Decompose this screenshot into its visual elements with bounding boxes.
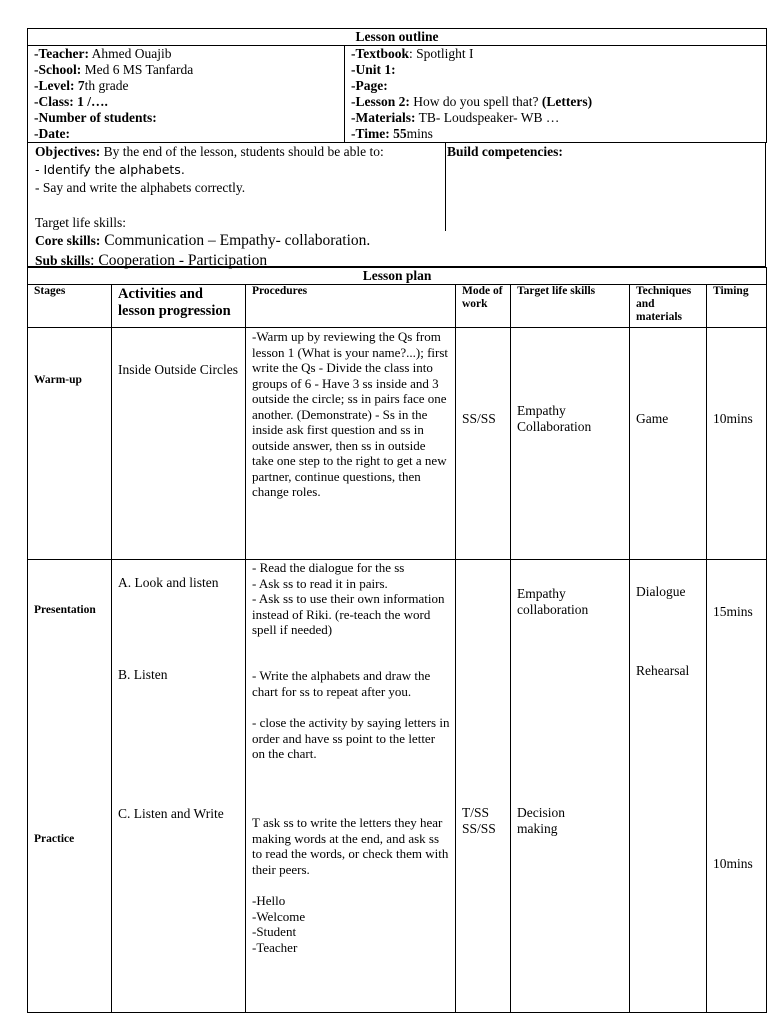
sub-skills-label: Sub skills <box>35 253 91 268</box>
timing-column <box>707 560 767 1013</box>
textbook-value: : Spotlight I <box>409 46 474 61</box>
objectives-left <box>35 143 440 196</box>
presentation-target-1: Empathy <box>517 586 566 601</box>
page-label: -Page: <box>351 78 388 93</box>
level-value: th grade <box>84 78 129 93</box>
lesson-plan-table <box>27 267 767 1013</box>
procedure-b1: - Write the alphabets and draw the chart for ss to repeat after you. <box>252 668 431 699</box>
time-label: -Time: 55 <box>351 126 407 141</box>
procedure-c: T ask ss to write the letters they hear making words at the end, and ask ss to read the words, or check them with their peers. <box>252 815 449 877</box>
header-stages: Stages <box>28 285 112 328</box>
practice-mode-2: SS/SS <box>462 821 496 836</box>
lesson-plan-title: Lesson plan <box>28 268 767 285</box>
school-label: -School: <box>34 62 82 77</box>
materials-value: TB- Loudspeaker- WB … <box>415 110 560 125</box>
presentation-stage: Presentation <box>34 604 96 616</box>
presentation-timing: 15mins <box>713 604 753 619</box>
school-value: Med 6 MS Tanfarda <box>81 62 194 77</box>
textbook-label: -Textbook <box>351 46 410 61</box>
build-competencies: Build competencies: <box>447 144 563 159</box>
lesson-bold: (Letters) <box>541 94 593 109</box>
lesson-label: -Lesson 2: <box>351 94 410 109</box>
teacher-value: Ahmed Ouajib <box>88 46 172 61</box>
students-label: -Number of students: <box>34 110 157 125</box>
practice-target-1: Decision <box>517 805 565 820</box>
sub-skills-value: : Cooperation - Participation <box>90 252 268 269</box>
unit-label: -Unit 1: <box>351 62 396 77</box>
lesson-document <box>27 28 766 1013</box>
lesson-value: How do you spell that? <box>409 94 542 109</box>
outline-left <box>28 46 345 143</box>
target-column <box>511 560 630 1013</box>
activity-look-listen: A. Look and listen <box>118 575 219 590</box>
time-unit: mins <box>406 126 433 141</box>
warmup-activity: Inside Outside Circles <box>112 328 246 560</box>
activity-column <box>112 560 246 1013</box>
procedure-b2: - close the activity by saying letters in order and have ss point to the letter on the chart. <box>252 715 450 761</box>
life-skills <box>35 214 755 271</box>
procedure-column <box>246 560 456 1013</box>
practice-word-4: -Teacher <box>252 939 298 955</box>
practice-target-2: making <box>517 821 558 836</box>
procedure-a1: - Read the dialogue for the ss <box>252 560 405 575</box>
core-skills-label: Core skills: <box>35 233 101 248</box>
level-number: 7 <box>74 78 85 93</box>
level-label: -Level: <box>34 78 75 93</box>
warmup-target: Empathy Collaboration <box>511 328 630 560</box>
warmup-timing: 10mins <box>707 328 767 560</box>
header-target: Target life skills <box>511 285 630 328</box>
header-timing: Timing <box>707 285 767 328</box>
practice-timing: 10mins <box>713 856 753 871</box>
header-mode: Mode of work <box>456 285 511 328</box>
objectives-label: Objectives: <box>35 144 101 159</box>
core-skills-value: Communication – Empathy- collaboration. <box>100 232 371 249</box>
activity-listen: B. Listen <box>118 667 168 682</box>
practice-stage: Practice <box>34 833 75 845</box>
warmup-procedure: -Warm up by reviewing the Qs from lesson 1 (What is your name?...); first write the Qs - Divide the class into groups of 6 - Have 3 ss inside and 3 outside the circle; ss in pairs face one another. (Demonstrate) - Ss in the inside ask first question and ss in outside answer, then ss in outside take one step to the right to get a new partner, continue questions, then change roles. <box>246 328 456 560</box>
warmup-technique: Game <box>630 328 707 560</box>
date-label: -Date: <box>34 126 70 141</box>
objectives-text: By the end of the lesson, students should be able to: <box>100 144 384 159</box>
materials-label: -Materials: <box>351 110 416 125</box>
outline-table <box>27 28 767 143</box>
objective-item-1: - Identify the alphabets. <box>35 162 185 177</box>
header-techniques: Techniques and materials <box>630 285 707 328</box>
technique-dialogue: Dialogue <box>636 584 686 599</box>
target-life-skills-label: Target life skills: <box>35 215 127 230</box>
activity-listen-write: C. Listen and Write <box>118 806 224 821</box>
class-value: 1 /…. <box>73 94 108 109</box>
header-activities: Activities and lesson progression <box>112 285 246 328</box>
teacher-label: -Teacher: <box>34 46 89 61</box>
warmup-mode: SS/SS <box>456 328 511 560</box>
procedure-a2: - Ask ss to read it in pairs. <box>252 575 388 591</box>
procedure-a3: - Ask ss to use their own information instead of Riki. (re-teach the word spell if needed) <box>252 591 445 637</box>
technique-column <box>630 560 707 1013</box>
practice-mode-1: T/SS <box>462 805 490 820</box>
presentation-target-2: collaboration <box>517 602 589 617</box>
outline-title: Lesson outline <box>28 29 767 46</box>
practice-word-3: -Student <box>252 924 297 939</box>
technique-rehearsal: Rehearsal <box>636 663 690 678</box>
objectives-section <box>27 143 766 267</box>
outline-right <box>345 46 767 143</box>
practice-word-1: -Hello <box>252 893 286 908</box>
stage-column <box>28 560 112 1013</box>
practice-word-2: -Welcome <box>252 908 306 924</box>
header-procedures: Procedures <box>246 285 456 328</box>
warmup-stage: Warm-up <box>28 328 112 560</box>
mode-column <box>456 560 511 1013</box>
class-label: -Class: <box>34 94 74 109</box>
objective-item-2: - Say and write the alphabets correctly. <box>35 180 246 195</box>
